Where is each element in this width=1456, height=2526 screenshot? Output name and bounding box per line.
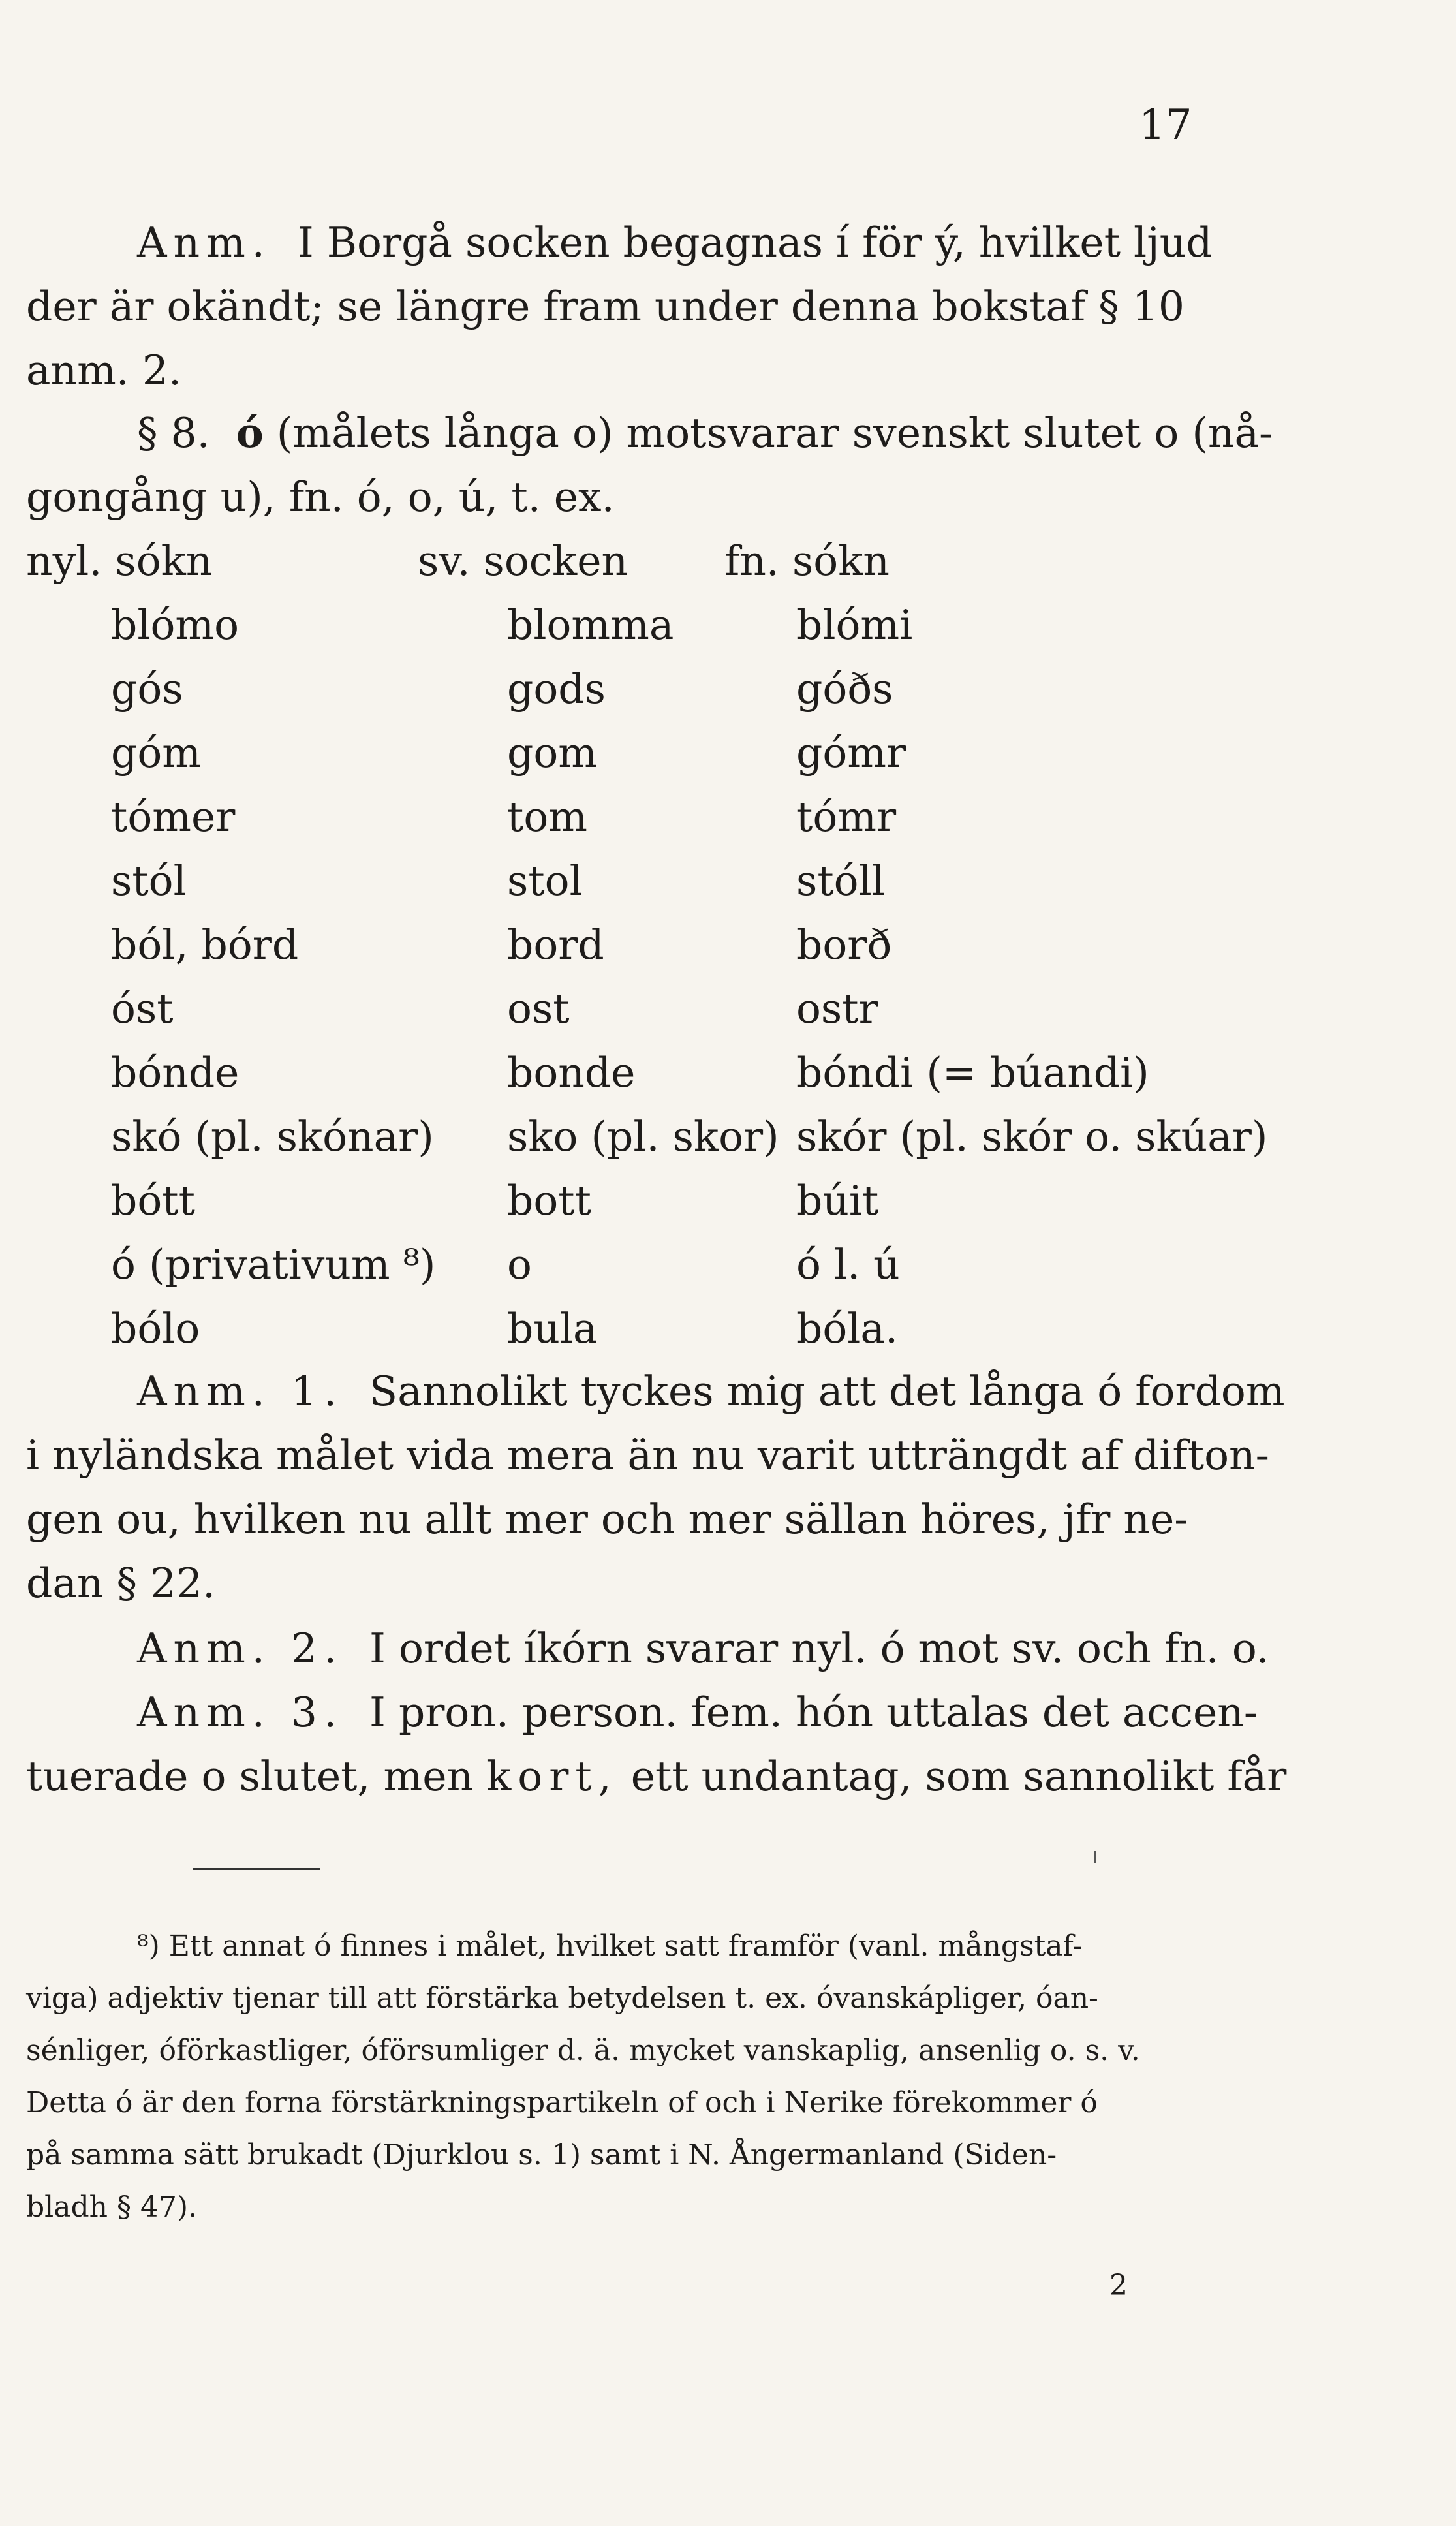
cell-fn: ostr: [796, 985, 878, 1033]
section-letter: ó: [236, 409, 264, 457]
cell-fn: skór (pl. skór o. skúar): [796, 1113, 1268, 1161]
page-number: 17: [1139, 101, 1192, 149]
anm1-line-2: i nyländska målet vida mera än nu varit utträngdt af difton-: [26, 1431, 1269, 1479]
cell-nyl: bótt: [111, 1177, 195, 1224]
cell-nyl: bónde: [111, 1049, 240, 1097]
cell-fn: gómr: [796, 729, 906, 777]
cell-sv: bott: [507, 1177, 591, 1224]
cell-sv: bord: [507, 921, 604, 969]
cell-fn: stóll: [796, 857, 885, 905]
anm1-label: Anm. 1.: [137, 1367, 343, 1415]
anm2-line: [137, 1625, 1269, 1672]
cell-sv: bula: [507, 1305, 598, 1352]
cell-sv: gods: [507, 665, 606, 713]
para1-text-1: I Borgå socken begagnas í för ý, hvilket ljud: [297, 219, 1213, 266]
cell-fn: bóndi (= búandi): [796, 1049, 1149, 1097]
cell-nyl: tómer: [111, 793, 236, 841]
para1-text: [297, 219, 1260, 266]
anm1-line-1: [137, 1367, 1285, 1415]
cell-nyl: ó (privativum ⁸): [111, 1241, 436, 1288]
header-sv: sv. socken: [418, 537, 628, 585]
cell-sv: ost: [507, 985, 570, 1033]
anm1-line-3: gen ou, hvilken nu allt mer och mer sällan höres, jfr ne-: [26, 1495, 1188, 1543]
cell-nyl: gós: [111, 665, 183, 713]
cell-sv: blomma: [507, 601, 674, 649]
cell-fn: góðs: [796, 665, 893, 713]
page-mark: [1094, 1851, 1096, 1863]
anm3-label: Anm. 3.: [137, 1689, 343, 1736]
cell-sv: gom: [507, 729, 597, 777]
footnote-line-4: Detta ó är den forna förstärkningspartikeln of och i Nerike förekommer ó: [26, 2086, 1098, 2119]
footnote-line-2: viga) adjektiv tjenar till att förstärka betydelsen t. ex. óvanskápliger, óan-: [26, 1982, 1098, 2015]
cell-fn: bóla.: [796, 1305, 898, 1352]
cell-nyl: góm: [111, 729, 201, 777]
cell-nyl: stól: [111, 857, 187, 905]
cell-sv: stol: [507, 857, 583, 905]
anm-label: Anm.: [137, 219, 271, 266]
anm3-emphasis: kort,: [486, 1753, 618, 1800]
para1-line-3: anm. 2.: [26, 347, 182, 394]
header-nyl: nyl. sókn: [26, 537, 213, 585]
cell-fn: blómi: [796, 601, 913, 649]
anm2-label: Anm. 2.: [137, 1625, 343, 1672]
cell-nyl: ból, bórd: [111, 921, 299, 969]
header-fn: fn. sókn: [724, 537, 890, 585]
footnote-line-6: bladh § 47).: [26, 2191, 198, 2224]
cell-nyl: skó (pl. skónar): [111, 1113, 434, 1161]
cell-fn: ó l. ú: [796, 1241, 900, 1288]
cell-fn: tómr: [796, 793, 897, 841]
cell-nyl: bólo: [111, 1305, 200, 1352]
anm3-text: I pron. person. fem. hón uttalas det accen-: [369, 1689, 1258, 1736]
footnote-line-5: på samma sätt brukadt (Djurklou s. 1) samt i N. Ångermanland (Siden-: [26, 2138, 1057, 2172]
cell-sv: tom: [507, 793, 587, 841]
cell-sv: o: [507, 1241, 532, 1288]
para1-line-1: [26, 219, 1260, 266]
cell-fn: búit: [796, 1177, 879, 1224]
cell-sv: sko (pl. skor): [507, 1113, 779, 1161]
section-number: § 8.: [137, 409, 210, 457]
para1-line-2: der är okändt; se längre fram under denna bokstaf § 10: [26, 283, 1185, 330]
cell-sv: bonde: [507, 1049, 636, 1097]
anm3-text-b: ett undantag, som sannolikt får: [630, 1753, 1287, 1800]
section8-line-1: [137, 409, 1273, 457]
section8-line-2: gongång u), fn. ó, o, ú, t. ex.: [26, 473, 615, 521]
signature-mark: 2: [1109, 2269, 1128, 2302]
cell-nyl: blómo: [111, 601, 240, 649]
anm3-line-2: [26, 1753, 1287, 1800]
footnote-line-1: ⁸) Ett annat ó finnes i målet, hvilket satt framför (vanl. mångstaf-: [137, 1929, 1083, 1963]
anm1-line-4: dan § 22.: [26, 1559, 216, 1607]
footnote-line-3: sénliger, óförkastliger, óförsumliger d. ä. mycket vanskaplig, ansenlig o. s. v.: [26, 2034, 1140, 2067]
section8-text: (målets långa o) motsvarar svenskt slutet o (nå-: [276, 409, 1273, 457]
anm3-line-1: [137, 1689, 1258, 1736]
anm3-text-a: tuerade o slutet, men: [26, 1753, 474, 1800]
anm1-text: Sannolikt tyckes mig att det långa ó fordom: [369, 1367, 1285, 1415]
anm2-text: I ordet íkórn svarar nyl. ó mot sv. och fn. o.: [369, 1625, 1269, 1672]
cell-nyl: óst: [111, 985, 174, 1033]
footnote-rule: [193, 1868, 320, 1870]
cell-fn: borð: [796, 921, 892, 969]
